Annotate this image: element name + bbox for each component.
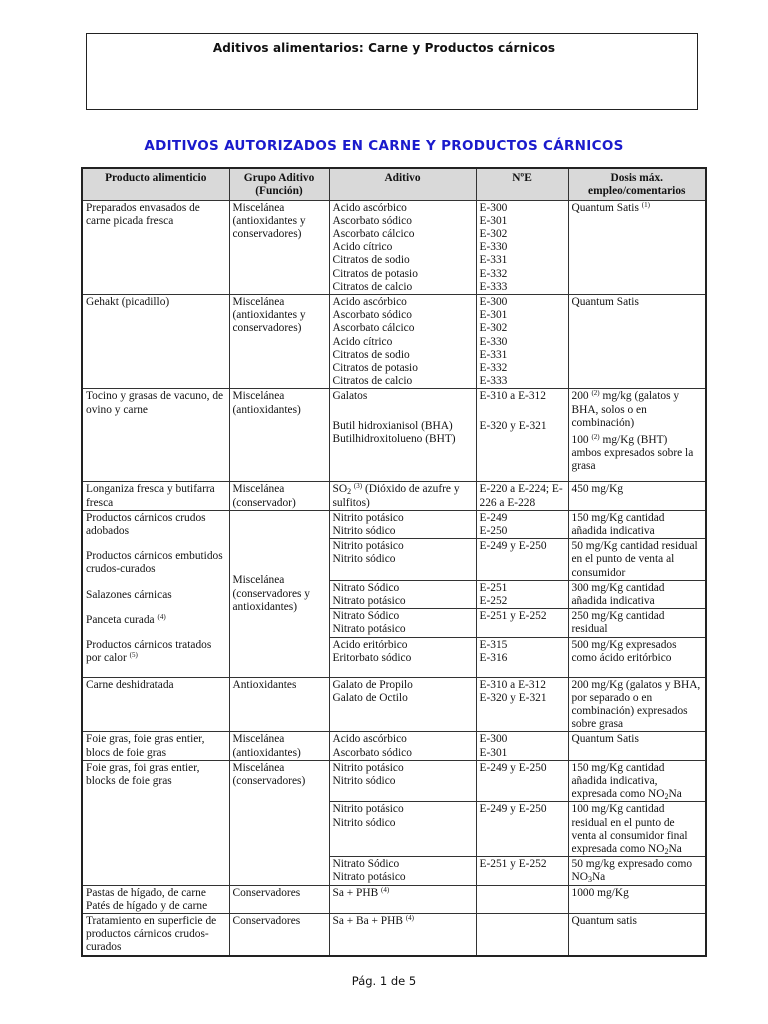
cell-producto: Tocino y grasas de vacuno, de ovino y carne [82, 389, 229, 482]
cell-aditivo: $SO_2$ $^{(3)}$ (Dióxido de azufre y sulfitos) [329, 482, 476, 510]
cell-aditivo: Nitrito potásico Nitrito sódico [329, 510, 476, 538]
footnote-marker: (5) [129, 651, 138, 660]
page-number: Pág. 1 de 5 [351, 974, 417, 988]
column-header-producto: Producto alimenticio [82, 168, 229, 200]
cell-grupo: Miscelánea (conservador) [229, 482, 329, 510]
cell-aditivo: Sa + PHB $^{(4)}$ [329, 885, 476, 913]
cell-dosis: 300 mg/Kg cantidad añadida indicativa [568, 580, 706, 608]
cell-dosis: Quantum Satis $^{(1)}$ [568, 200, 706, 294]
table-row [82, 294, 706, 388]
cell-aditivo: Acido eritórbico Eritorbato sódico [329, 637, 476, 677]
table-row [82, 510, 706, 538]
cell-aditivo: Acido ascórbico Ascorbato sódico Ascorbato cálcico Acido cítrico Citratos de sodio Citratos de potasio Citratos de calcio [329, 294, 476, 388]
cell-producto: Foie gras, foi gras entier, blocks de foie gras [82, 760, 229, 885]
footnote-marker: (4) [381, 885, 390, 894]
table-header-row [82, 168, 706, 200]
cell-aditivo: Nitrato Sódico Nitrato potásico [329, 580, 476, 608]
cell-ne: E-315 E-316 [476, 637, 568, 677]
cell-ne: E-310 a E-312 E-320 y E-321 [476, 389, 568, 482]
cell-grupo: Miscelánea (antioxidantes) [229, 732, 329, 760]
cell-aditivo: Sa + Ba + PHB $^{(4)}$ [329, 914, 476, 956]
column-header-aditivo: Aditivo [329, 168, 476, 200]
cell-dosis: 200 mg/Kg (galatos y BHA, por separado o en combinación) expresados sobre grasa [568, 677, 706, 732]
cell-dosis: 200 $^{(2)}$ mg/kg (galatos y BHA, solos o en combinación) 100 $^{(2)}$ mg/Kg (BHT) ambos expresados sobre la grasa [568, 389, 706, 482]
cell-grupo: Miscelánea (antioxidantes) [229, 389, 329, 482]
table-row [82, 760, 706, 802]
cell-aditivo: Nitrato Sódico Nitrato potásico [329, 857, 476, 885]
cell-ne: E-249 E-250 [476, 510, 568, 538]
cell-grupo: Miscelánea (antioxidantes y conservadores) [229, 294, 329, 388]
table-row [82, 389, 706, 482]
cell-dosis: Quantum satis [568, 914, 706, 956]
cell-grupo: Miscelánea (conservadores) [229, 760, 329, 885]
column-header-grupo: Grupo Aditivo (Función) [229, 168, 329, 200]
cell-dosis: 150 mg/Kg cantidad añadida indicativa, expresada como $NO_2Na$ [568, 760, 706, 802]
additives-table [81, 167, 707, 957]
cell-producto: Productos cárnicos crudos adobados Productos cárnicos embutidos crudos-curados Salazones cárnicas Panceta curada $^{(4)}$ Productos cárnicos tratados por calor $^{(5)}$ [82, 510, 229, 677]
table-row [82, 482, 706, 510]
cell-producto: Longaniza fresca y butifarra fresca [82, 482, 229, 510]
cell-aditivo: Nitrato Sódico Nitrato potásico [329, 609, 476, 637]
cell-ne: E-300 E-301 [476, 732, 568, 760]
footnote-marker: (1) [641, 200, 650, 209]
footnote-marker: (3) [353, 482, 363, 491]
table-row [82, 732, 706, 760]
cell-grupo: Conservadores [229, 885, 329, 913]
page-title: ADITIVOS AUTORIZADOS EN CARNE Y PRODUCTOS CÁRNICOS [144, 138, 624, 154]
cell-dosis: 50 mg/Kg cantidad residual en el punto de venta al consumidor [568, 539, 706, 581]
table-row [82, 200, 706, 294]
cell-grupo: Miscelánea (antioxidantes y conservadores) [229, 200, 329, 294]
cell-dosis: 1000 mg/Kg [568, 885, 706, 913]
cell-producto: Pastas de hígado, de carne Patés de hígado y de carne [82, 885, 229, 913]
column-header-ne: NºE [476, 168, 568, 200]
cell-aditivo: Acido ascórbico Ascorbato sódico [329, 732, 476, 760]
cell-dosis: Quantum Satis [568, 294, 706, 388]
cell-ne: E-300 E-301 E-302 E-330 E-331 E-332 E-333 [476, 200, 568, 294]
column-header-dosis: Dosis máx. empleo/comentarios [568, 168, 706, 200]
table-row [82, 677, 706, 732]
cell-aditivo: Nitrito potásico Nitrito sódico [329, 802, 476, 857]
cell-aditivo: Acido ascórbico Ascorbato sódico Ascorbato cálcico Acido cítrico Citratos de sodio Citratos de potasio Citratos de calcio [329, 200, 476, 294]
footnote-marker: (4) [157, 612, 166, 621]
document-header-title: Aditivos alimentarios: Carne y Productos cárnicos [212, 41, 556, 55]
cell-ne: E-249 y E-250 [476, 802, 568, 857]
table-row [82, 914, 706, 956]
cell-dosis: 100 mg/Kg cantidad residual en el punto de venta al consumidor final expresada como $NO_2Na$ [568, 802, 706, 857]
cell-dosis: 250 mg/Kg cantidad residual [568, 609, 706, 637]
cell-ne: E-251 E-252 [476, 580, 568, 608]
cell-ne: E-220 a E-224; E-226 a E-228 [476, 482, 568, 510]
table-row [82, 885, 706, 913]
cell-producto: Tratamiento en superficie de productos cárnicos crudos-curados [82, 914, 229, 956]
cell-aditivo: Nitrito potásico Nitrito sódico [329, 760, 476, 802]
cell-producto: Carne deshidratada [82, 677, 229, 732]
cell-ne: E-249 y E-250 [476, 760, 568, 802]
cell-aditivo: Galato de Propilo Galato de Octilo [329, 677, 476, 732]
cell-ne: E-300 E-301 E-302 E-330 E-331 E-332 E-333 [476, 294, 568, 388]
cell-ne: E-251 y E-252 [476, 857, 568, 885]
footnote-marker: (4) [405, 914, 414, 923]
cell-dosis: 50 mg/kg expresado como $NO_3Na$ [568, 857, 706, 885]
footnote-marker: (2) [591, 432, 600, 441]
cell-producto: Preparados envasados de carne picada fresca [82, 200, 229, 294]
cell-dosis: 150 mg/Kg cantidad añadida indicativa [568, 510, 706, 538]
cell-dosis: 450 mg/Kg [568, 482, 706, 510]
cell-dosis: 500 mg/Kg expresados como ácido eritórbico [568, 637, 706, 677]
cell-grupo: Miscelánea (conservadores y antioxidantes) [229, 510, 329, 677]
cell-ne [476, 914, 568, 956]
cell-ne [476, 885, 568, 913]
cell-ne: E-249 y E-250 [476, 539, 568, 581]
footnote-marker: (2) [591, 389, 600, 398]
cell-grupo: Conservadores [229, 914, 329, 956]
cell-dosis: Quantum Satis [568, 732, 706, 760]
cell-ne: E-251 y E-252 [476, 609, 568, 637]
cell-producto: Foie gras, foie gras entier, blocs de foie gras [82, 732, 229, 760]
cell-aditivo: Nitrito potásico Nitrito sódico [329, 539, 476, 581]
cell-producto: Gehakt (picadillo) [82, 294, 229, 388]
cell-aditivo: Galatos Butil hidroxianisol (BHA) Butilhidroxitolueno (BHT) [329, 389, 476, 482]
cell-ne: E-310 a E-312 E-320 y E-321 [476, 677, 568, 732]
cell-grupo: Antioxidantes [229, 677, 329, 732]
